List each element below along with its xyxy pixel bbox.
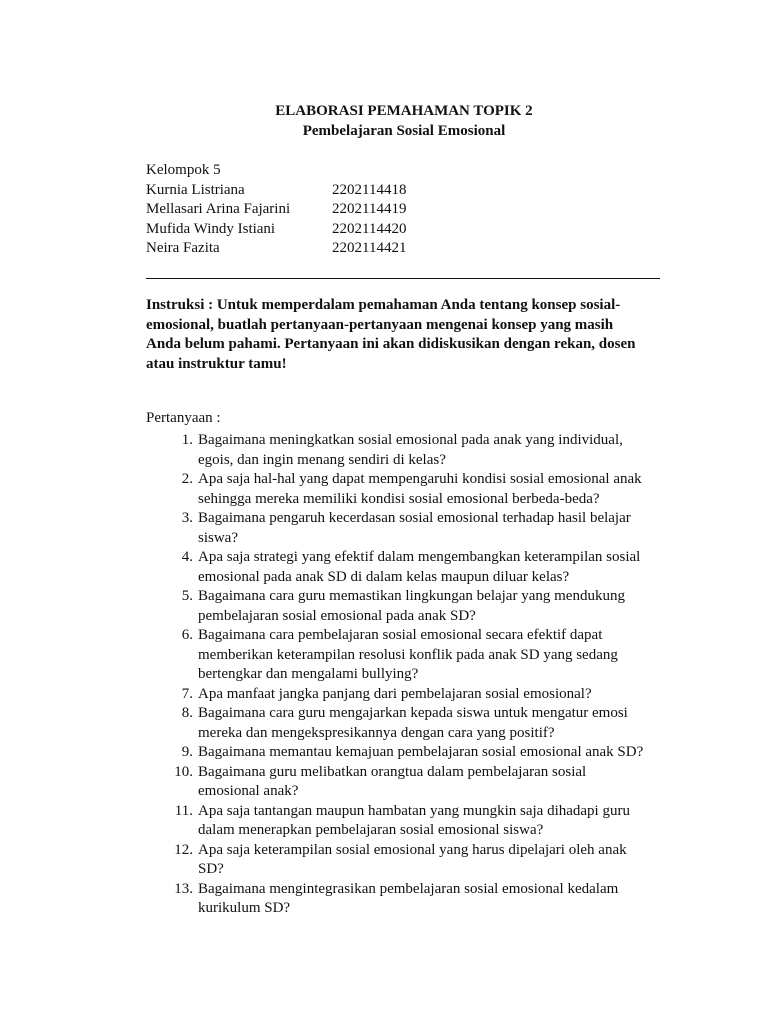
question-line: emosional pada anak SD di dalam kelas maupun diluar kelas? [198,568,570,585]
member-name: Kurnia Listriana [146,181,245,198]
question-number: 4. [181,549,193,565]
question-text [198,548,666,587]
question-text [198,509,666,548]
question-list [146,431,666,919]
member-list [146,181,406,259]
question-number: 3. [181,510,193,526]
question-number: 1. [181,432,193,448]
question-item [146,743,666,763]
question-line: bertengkar dan mengalami bullying? [198,666,419,682]
question-line: Bagaimana cara pembelajaran sosial emosional secara efektif dapat [198,627,603,643]
question-line: Bagaimana cara guru memastikan lingkungan belajar yang mendukung [198,588,625,604]
question-line: Bagaimana memantau kemajuan pembelajaran sosial emosional anak SD? [198,744,644,760]
question-number: 5. [181,588,193,604]
question-line: Bagaimana mengintegrasikan pembelajaran sosial emosional kedalam [198,880,619,897]
question-line: Bagaimana meningkatkan sosial emosional pada anak yang individual, [198,432,623,448]
member-id: 2202114420 [332,220,407,237]
question-number: 7. [181,685,193,702]
question-item [146,509,666,548]
question-text [198,626,666,685]
question-line: pembelajaran sosial emosional pada anak SD? [198,607,476,624]
question-text [198,763,666,802]
question-item [146,431,666,470]
question-number: 2. [181,471,193,487]
question-number: 8. [181,705,193,721]
group-info [146,161,406,259]
question-number: 10. [174,763,193,780]
question-item [146,802,666,841]
member-id: 2202114419 [332,201,407,217]
question-number: 11. [174,802,193,819]
question-number: 6. [181,627,193,643]
member-row [146,220,406,240]
question-line: Apa manfaat jangka panjang dari pembelajaran sosial emosional? [198,685,592,702]
question-text [198,743,666,763]
question-number: 13. [174,880,193,897]
questions-label: Pertanyaan : [146,410,221,426]
question-text [198,431,666,470]
member-row [146,181,406,201]
instruction-line: emosional, buatlah pertanyaan-pertanyaan mengenai konsep yang masih [146,316,614,333]
question-item [146,548,666,587]
question-line: Apa saja hal-hal yang dapat mempengaruhi kondisi sosial emosional anak [198,471,642,487]
question-line: siswa? [198,529,238,546]
divider [146,278,660,279]
member-name: Neira Fazita [146,240,220,256]
question-item [146,841,666,880]
question-item [146,704,666,743]
question-number: 12. [174,841,193,858]
question-line: Apa saja tantangan maupun hambatan yang mungkin saja dihadapi guru [198,802,630,819]
question-text [198,587,666,626]
question-text [198,704,666,743]
question-item [146,587,666,626]
member-name: Mellasari Arina Fajarini [146,201,291,217]
instruction-line: atau instruktur tamu! [146,355,287,372]
member-id: 2202114421 [332,240,407,256]
question-item [146,626,666,685]
instruction-text [146,296,666,374]
question-text [198,880,666,919]
question-line: egois, dan ingin menang sendiri di kelas? [198,451,446,468]
question-line: emosional anak? [198,783,299,799]
instruction-line: Instruksi : Untuk memperdalam pemahaman Anda tentang konsep sosial- [146,297,621,313]
document-title: ELABORASI PEMAHAMAN TOPIK 2 [275,103,533,119]
question-text [198,841,666,880]
question-line: Bagaimana cara guru mengajarkan kepada siswa untuk mengatur emosi [198,705,628,721]
member-id: 2202114418 [332,181,407,198]
question-item [146,470,666,509]
question-number: 9. [181,744,193,760]
question-line: Bagaimana pengaruh kecerdasan sosial emosional terhadap hasil belajar [198,510,631,526]
group-name: Kelompok 5 [146,162,221,178]
question-text [198,802,666,841]
question-line: Apa saja keterampilan sosial emosional yang harus dipelajari oleh anak [198,841,627,858]
instruction-line: Anda belum pahami. Pertanyaan ini akan didiskusikan dengan rekan, dosen [146,336,636,352]
member-row [146,239,406,259]
question-line: mereka dan mengekspresikannya dengan cara yang positif? [198,724,555,741]
question-line: Apa saja strategi yang efektif dalam mengembangkan keterampilan sosial [198,549,641,565]
question-line: dalam menerapkan pembelajaran sosial emosional siswa? [198,822,544,838]
question-line: Bagaimana guru melibatkan orangtua dalam pembelajaran sosial [198,763,587,780]
question-line: sehingga mereka memiliki kondisi sosial emosional berbeda-beda? [198,490,600,507]
question-item [146,763,666,802]
question-line: kurikulum SD? [198,900,291,916]
member-row [146,200,406,220]
question-line: SD? [198,861,224,877]
question-item [146,880,666,919]
question-item [146,685,666,705]
document-subtitle: Pembelajaran Sosial Emosional [302,123,506,139]
question-text [198,470,666,509]
question-line: memberikan keterampilan resolusi konflik pada anak SD yang sedang [198,646,618,663]
member-name: Mufida Windy Istiani [146,220,276,237]
question-text [198,685,666,705]
